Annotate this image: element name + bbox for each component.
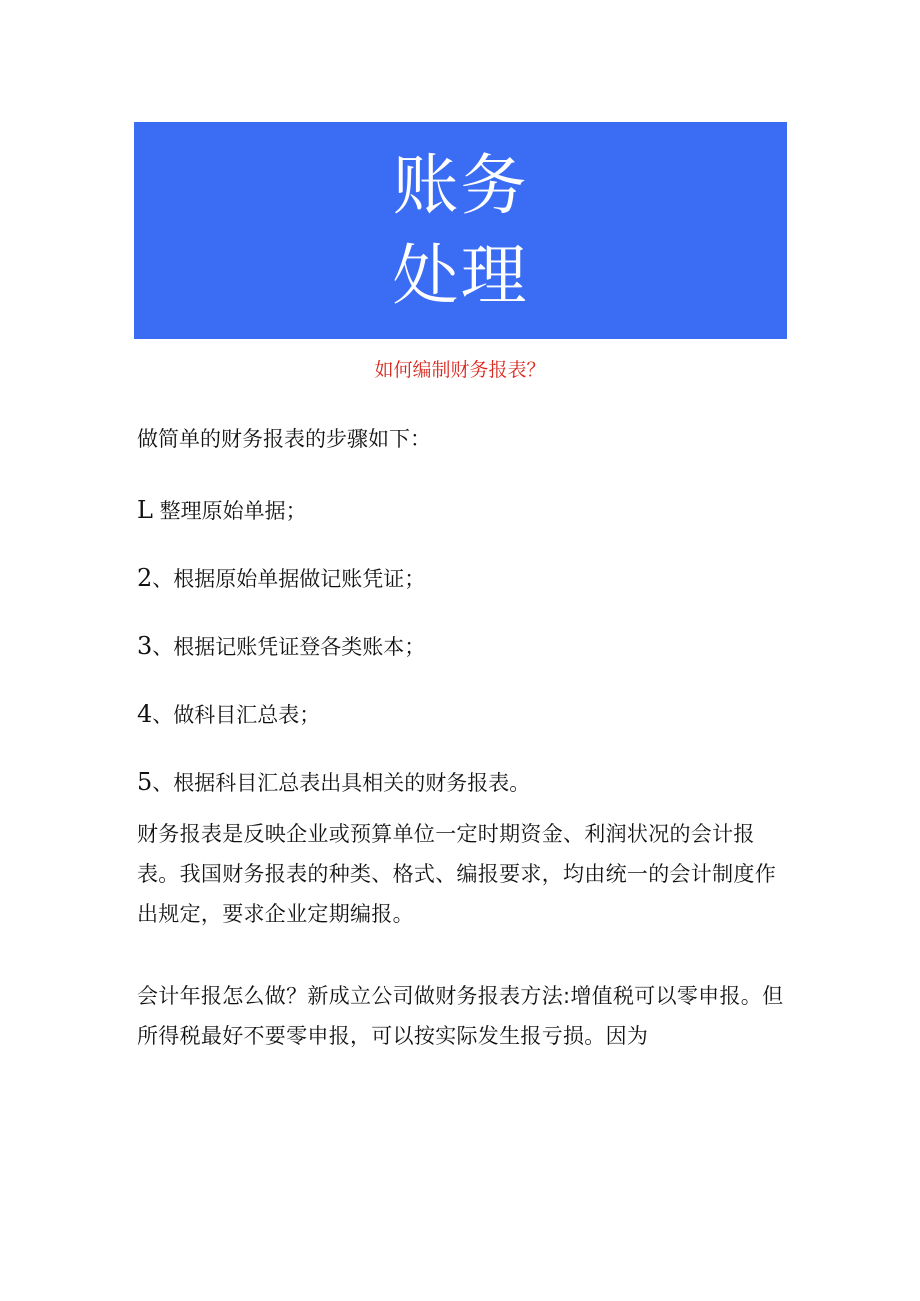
list-item — [137, 632, 787, 700]
step-text: 整理原始单据； — [152, 499, 307, 523]
list-item — [137, 564, 787, 632]
step-text: 、做科目汇总表； — [152, 703, 321, 727]
step-text: 、根据记账凭证登各类账本； — [152, 635, 426, 659]
step-text: 、根据原始单据做记账凭证； — [152, 567, 426, 591]
step-number: 3 — [137, 632, 153, 660]
paragraph-annual-report: 会计年报怎么做？新成立公司做财务报表方法:增值税可以零申报。但所得税最好不要零申报，可以按实际发生报亏损。因为 — [137, 984, 784, 1048]
banner-title-line-2: 处理 — [392, 236, 529, 314]
banner-title-line-1: 账务 — [392, 146, 529, 224]
page-subtitle: 如何编制财务报表？ — [374, 359, 546, 381]
list-item — [137, 496, 787, 564]
step-number: L — [137, 496, 153, 524]
steps-list — [137, 496, 787, 836]
step-number: 2 — [137, 564, 153, 592]
intro-text: 做简单的财务报表的步骤如下： — [137, 427, 431, 451]
step-number: 4 — [137, 700, 153, 728]
title-banner — [134, 122, 787, 339]
paragraph-definition: 财务报表是反映企业或预算单位一定时期资金、利润状况的会计报表。我国财务报表的种类、格式、编报要求，均由统一的会计制度作出规定，要求企业定期编报。 — [137, 822, 776, 926]
step-number: 5 — [137, 768, 153, 796]
list-item — [137, 700, 787, 768]
step-text: 、根据科目汇总表出具相关的财务报表。 — [152, 771, 531, 795]
